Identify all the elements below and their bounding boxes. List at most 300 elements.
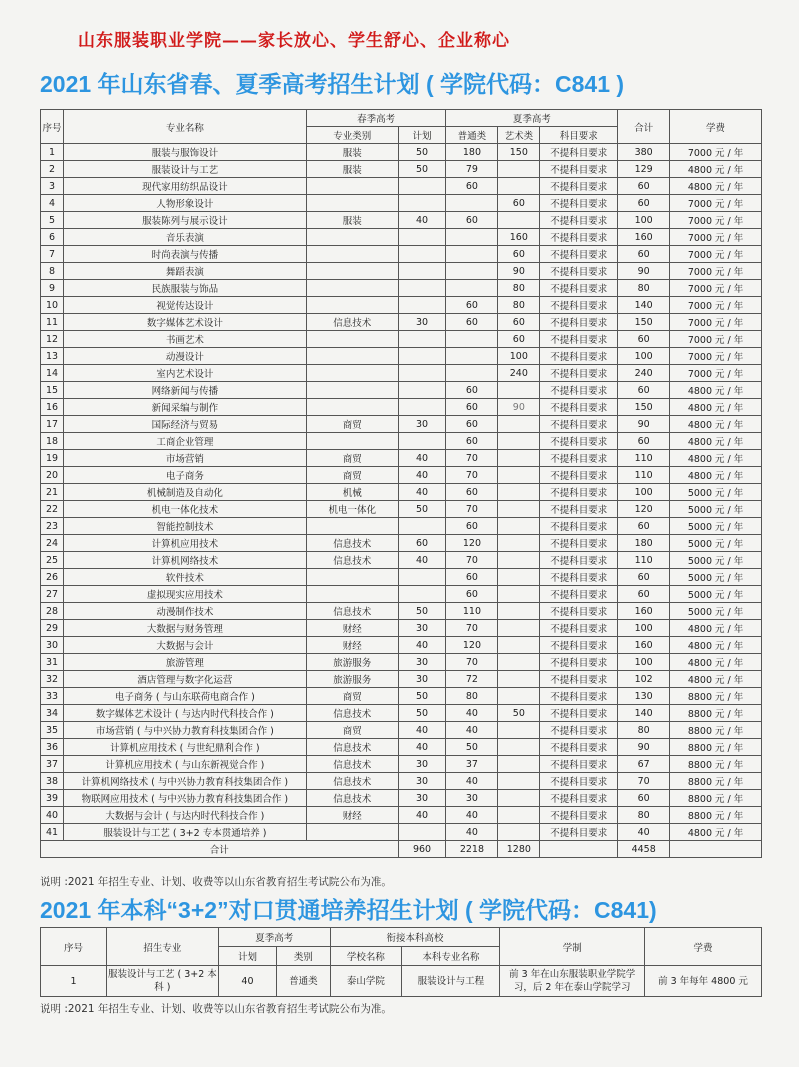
cell-seq: 21 <box>41 484 64 501</box>
cell-art <box>498 535 540 552</box>
table-row <box>41 229 762 246</box>
bk-table-row <box>41 966 762 997</box>
cell-spring-plan: 40 <box>398 739 446 756</box>
cell-subject: 不提科目要求 <box>540 790 618 807</box>
cell-seq: 31 <box>41 654 64 671</box>
cell-major: 服装与服饰设计 <box>63 144 306 161</box>
cell-general: 70 <box>446 450 498 467</box>
cell-category: 财经 <box>306 637 398 654</box>
cell-fee: 5000 元 / 年 <box>670 501 762 518</box>
cell-spring-plan <box>398 518 446 535</box>
bk-cell-undergrad-major: 服装设计与工程 <box>402 966 500 997</box>
cell-total: 120 <box>618 501 670 518</box>
cell-art <box>498 739 540 756</box>
cell-total: 160 <box>618 637 670 654</box>
cell-general: 30 <box>446 790 498 807</box>
cell-general <box>446 229 498 246</box>
cell-subject: 不提科目要求 <box>540 501 618 518</box>
cell-general <box>446 246 498 263</box>
cell-general: 60 <box>446 416 498 433</box>
cell-subject: 不提科目要求 <box>540 637 618 654</box>
cell-subject: 不提科目要求 <box>540 314 618 331</box>
cell-spring-plan <box>398 178 446 195</box>
cell-fee: 5000 元 / 年 <box>670 569 762 586</box>
cell-subject: 不提科目要求 <box>540 467 618 484</box>
cell-subject: 不提科目要求 <box>540 348 618 365</box>
cell-seq: 29 <box>41 620 64 637</box>
cell-total: 60 <box>618 178 670 195</box>
cell-total: 160 <box>618 603 670 620</box>
cell-fee: 4800 元 / 年 <box>670 450 762 467</box>
cell-art <box>498 637 540 654</box>
cell-category <box>306 229 398 246</box>
cell-general <box>446 263 498 280</box>
cell-category: 服装 <box>306 212 398 229</box>
cell-major: 人物形象设计 <box>63 195 306 212</box>
cell-art <box>498 484 540 501</box>
cell-art: 100 <box>498 348 540 365</box>
cell-major: 计算机网络技术 ( 与中兴协力教育科技集团合作 ) <box>63 773 306 790</box>
cell-fee: 5000 元 / 年 <box>670 535 762 552</box>
cell-general: 120 <box>446 535 498 552</box>
cell-category <box>306 297 398 314</box>
cell-category: 信息技术 <box>306 739 398 756</box>
cell-total: 60 <box>618 569 670 586</box>
cell-general: 60 <box>446 382 498 399</box>
table-row <box>41 688 762 705</box>
cell-spring-plan: 30 <box>398 756 446 773</box>
cell-seq: 17 <box>41 416 64 433</box>
cell-art: 90 <box>498 399 540 416</box>
bk-header-link-school: 衔接本科高校 <box>330 928 500 947</box>
bk-header-plan: 计划 <box>218 947 276 966</box>
cell-spring-plan: 40 <box>398 484 446 501</box>
cell-seq: 24 <box>41 535 64 552</box>
cell-total: 80 <box>618 722 670 739</box>
cell-seq: 35 <box>41 722 64 739</box>
cell-subject: 不提科目要求 <box>540 688 618 705</box>
cell-art: 80 <box>498 280 540 297</box>
cell-seq: 30 <box>41 637 64 654</box>
cell-subject: 不提科目要求 <box>540 246 618 263</box>
cell-major: 大数据与会计 ( 与达内时代科技合作 ) <box>63 807 306 824</box>
cell-general: 60 <box>446 178 498 195</box>
cell-seq: 9 <box>41 280 64 297</box>
cell-fee: 7000 元 / 年 <box>670 365 762 382</box>
cell-major: 数字媒体艺术设计 ( 与达内时代科技合作 ) <box>63 705 306 722</box>
cell-major: 物联网应用技术 ( 与中兴协力教育科技集团合作 ) <box>63 790 306 807</box>
table-row <box>41 518 762 535</box>
cell-subject: 不提科目要求 <box>540 280 618 297</box>
cell-major: 大数据与财务管理 <box>63 620 306 637</box>
cell-subject: 不提科目要求 <box>540 263 618 280</box>
cell-category <box>306 263 398 280</box>
table-row <box>41 552 762 569</box>
cell-subject: 不提科目要求 <box>540 824 618 841</box>
cell-fee: 8800 元 / 年 <box>670 722 762 739</box>
cell-total: 160 <box>618 229 670 246</box>
cell-total: 129 <box>618 161 670 178</box>
total-art: 1280 <box>498 841 540 858</box>
cell-major: 旅游管理 <box>63 654 306 671</box>
cell-general: 40 <box>446 807 498 824</box>
cell-category <box>306 331 398 348</box>
cell-art: 150 <box>498 144 540 161</box>
cell-general: 40 <box>446 824 498 841</box>
cell-spring-plan <box>398 365 446 382</box>
cell-spring-plan <box>398 229 446 246</box>
cell-general <box>446 365 498 382</box>
cell-category: 信息技术 <box>306 535 398 552</box>
cell-category <box>306 178 398 195</box>
cell-total: 80 <box>618 807 670 824</box>
cell-art <box>498 416 540 433</box>
table-row <box>41 773 762 790</box>
cell-major: 酒店管理与数字化运营 <box>63 671 306 688</box>
cell-subject: 不提科目要求 <box>540 416 618 433</box>
cell-general: 60 <box>446 518 498 535</box>
table-row <box>41 467 762 484</box>
cell-category: 信息技术 <box>306 314 398 331</box>
cell-subject: 不提科目要求 <box>540 518 618 535</box>
cell-total: 180 <box>618 535 670 552</box>
cell-seq: 36 <box>41 739 64 756</box>
cell-subject: 不提科目要求 <box>540 399 618 416</box>
cell-category: 信息技术 <box>306 790 398 807</box>
cell-fee: 7000 元 / 年 <box>670 280 762 297</box>
cell-art <box>498 552 540 569</box>
cell-spring-plan: 40 <box>398 212 446 229</box>
cell-fee: 4800 元 / 年 <box>670 620 762 637</box>
table-row <box>41 144 762 161</box>
cell-total: 60 <box>618 518 670 535</box>
cell-spring-plan: 30 <box>398 773 446 790</box>
cell-spring-plan: 50 <box>398 603 446 620</box>
cell-fee: 4800 元 / 年 <box>670 178 762 195</box>
cell-total: 100 <box>618 348 670 365</box>
cell-general: 110 <box>446 603 498 620</box>
cell-seq: 41 <box>41 824 64 841</box>
bk-header-major: 招生专业 <box>106 928 218 966</box>
cell-category <box>306 586 398 603</box>
cell-category <box>306 348 398 365</box>
cell-major: 计算机应用技术 <box>63 535 306 552</box>
cell-total: 380 <box>618 144 670 161</box>
table-row <box>41 246 762 263</box>
table-row <box>41 501 762 518</box>
cell-total: 100 <box>618 212 670 229</box>
cell-general: 60 <box>446 314 498 331</box>
cell-fee: 4800 元 / 年 <box>670 416 762 433</box>
cell-category <box>306 518 398 535</box>
cell-major: 机电一体化技术 <box>63 501 306 518</box>
cell-seq: 10 <box>41 297 64 314</box>
cell-subject: 不提科目要求 <box>540 705 618 722</box>
cell-spring-plan: 30 <box>398 654 446 671</box>
admission-plan-table <box>40 109 762 858</box>
cell-major: 数字媒体艺术设计 <box>63 314 306 331</box>
cell-total: 67 <box>618 756 670 773</box>
cell-category: 信息技术 <box>306 756 398 773</box>
cell-major: 计算机应用技术 ( 与山东新视觉合作 ) <box>63 756 306 773</box>
cell-total: 110 <box>618 450 670 467</box>
cell-fee: 7000 元 / 年 <box>670 229 762 246</box>
cell-general: 37 <box>446 756 498 773</box>
table-row <box>41 416 762 433</box>
cell-category <box>306 195 398 212</box>
cell-category: 服装 <box>306 144 398 161</box>
cell-general: 40 <box>446 722 498 739</box>
cell-category: 商贸 <box>306 450 398 467</box>
bk-cell-seq: 1 <box>41 966 107 997</box>
cell-spring-plan: 40 <box>398 450 446 467</box>
table-row <box>41 382 762 399</box>
cell-category: 商贸 <box>306 416 398 433</box>
cell-general: 80 <box>446 688 498 705</box>
cell-fee: 4800 元 / 年 <box>670 637 762 654</box>
cell-seq: 4 <box>41 195 64 212</box>
cell-art <box>498 212 540 229</box>
cell-general <box>446 331 498 348</box>
cell-general: 60 <box>446 569 498 586</box>
cell-spring-plan <box>398 331 446 348</box>
cell-seq: 34 <box>41 705 64 722</box>
header-seq: 序号 <box>41 110 64 144</box>
cell-general: 40 <box>446 773 498 790</box>
cell-seq: 3 <box>41 178 64 195</box>
cell-major: 时尚表演与传播 <box>63 246 306 263</box>
cell-category: 商贸 <box>306 688 398 705</box>
cell-major: 网络新闻与传播 <box>63 382 306 399</box>
table-row <box>41 671 762 688</box>
header-total: 合计 <box>618 110 670 144</box>
cell-subject: 不提科目要求 <box>540 212 618 229</box>
table-row <box>41 722 762 739</box>
cell-major: 机械制造及自动化 <box>63 484 306 501</box>
cell-fee: 5000 元 / 年 <box>670 552 762 569</box>
cell-seq: 33 <box>41 688 64 705</box>
header-fee: 学费 <box>670 110 762 144</box>
cell-fee: 4800 元 / 年 <box>670 467 762 484</box>
bk-cell-school-name: 泰山学院 <box>330 966 402 997</box>
cell-spring-plan: 50 <box>398 705 446 722</box>
cell-fee: 4800 元 / 年 <box>670 824 762 841</box>
table-row <box>41 314 762 331</box>
cell-art <box>498 603 540 620</box>
cell-total: 60 <box>618 790 670 807</box>
cell-spring-plan: 40 <box>398 637 446 654</box>
bk-header-fee: 学费 <box>644 928 761 966</box>
cell-major: 智能控制技术 <box>63 518 306 535</box>
cell-subject: 不提科目要求 <box>540 382 618 399</box>
cell-art <box>498 722 540 739</box>
cell-subject: 不提科目要求 <box>540 144 618 161</box>
table-row <box>41 178 762 195</box>
cell-seq: 2 <box>41 161 64 178</box>
cell-seq: 15 <box>41 382 64 399</box>
cell-total: 140 <box>618 297 670 314</box>
cell-total: 60 <box>618 433 670 450</box>
cell-category: 财经 <box>306 620 398 637</box>
total-row <box>41 841 762 858</box>
cell-general <box>446 195 498 212</box>
cell-seq: 28 <box>41 603 64 620</box>
cell-spring-plan <box>398 586 446 603</box>
total-label: 合计 <box>41 841 399 858</box>
cell-major: 现代家用纺织品设计 <box>63 178 306 195</box>
cell-total: 150 <box>618 314 670 331</box>
cell-general: 70 <box>446 552 498 569</box>
cell-seq: 23 <box>41 518 64 535</box>
cell-major: 工商企业管理 <box>63 433 306 450</box>
header-summer: 夏季高考 <box>446 110 618 127</box>
cell-category: 服装 <box>306 161 398 178</box>
cell-spring-plan: 30 <box>398 790 446 807</box>
cell-fee: 7000 元 / 年 <box>670 263 762 280</box>
cell-fee: 7000 元 / 年 <box>670 144 762 161</box>
cell-spring-plan <box>398 382 446 399</box>
cell-subject: 不提科目要求 <box>540 739 618 756</box>
cell-total: 60 <box>618 246 670 263</box>
cell-spring-plan <box>398 280 446 297</box>
cell-subject: 不提科目要求 <box>540 331 618 348</box>
cell-spring-plan: 40 <box>398 467 446 484</box>
cell-general: 70 <box>446 620 498 637</box>
cell-subject: 不提科目要求 <box>540 552 618 569</box>
cell-major: 新闻采编与制作 <box>63 399 306 416</box>
cell-major: 动漫设计 <box>63 348 306 365</box>
cell-fee: 4800 元 / 年 <box>670 671 762 688</box>
cell-total: 60 <box>618 586 670 603</box>
cell-major: 计算机网络技术 <box>63 552 306 569</box>
table-row <box>41 603 762 620</box>
bk-cell-plan: 40 <box>218 966 276 997</box>
cell-fee: 8800 元 / 年 <box>670 773 762 790</box>
table-row <box>41 807 762 824</box>
cell-general <box>446 348 498 365</box>
bk-header-seq: 序号 <box>41 928 107 966</box>
cell-subject: 不提科目要求 <box>540 297 618 314</box>
header-general: 普通类 <box>446 127 498 144</box>
cell-art: 60 <box>498 246 540 263</box>
cell-art <box>498 433 540 450</box>
cell-subject: 不提科目要求 <box>540 620 618 637</box>
cell-art: 60 <box>498 331 540 348</box>
cell-fee: 4800 元 / 年 <box>670 382 762 399</box>
cell-seq: 27 <box>41 586 64 603</box>
cell-art <box>498 790 540 807</box>
cell-fee: 5000 元 / 年 <box>670 484 762 501</box>
cell-spring-plan: 50 <box>398 161 446 178</box>
cell-seq: 18 <box>41 433 64 450</box>
cell-total: 80 <box>618 280 670 297</box>
cell-subject: 不提科目要求 <box>540 722 618 739</box>
cell-fee: 5000 元 / 年 <box>670 518 762 535</box>
cell-spring-plan: 40 <box>398 807 446 824</box>
cell-subject: 不提科目要求 <box>540 178 618 195</box>
bachelor-plan-table <box>40 927 762 997</box>
cell-major: 电子商务 <box>63 467 306 484</box>
cell-category <box>306 399 398 416</box>
bachelor-plan-title: 2021 年本科“3+2”对口贯通培养招生计划 ( 学院代码：C841) <box>40 897 657 923</box>
cell-general: 70 <box>446 501 498 518</box>
cell-art <box>498 671 540 688</box>
table-row <box>41 297 762 314</box>
cell-seq: 19 <box>41 450 64 467</box>
cell-seq: 32 <box>41 671 64 688</box>
bk-cell-system: 前 3 年在山东服装职业学院学习，后 2 年在泰山学院学习 <box>500 966 645 997</box>
bk-header-category: 类别 <box>277 947 331 966</box>
cell-category: 机械 <box>306 484 398 501</box>
table-row <box>41 586 762 603</box>
cell-fee: 8800 元 / 年 <box>670 790 762 807</box>
cell-general: 60 <box>446 297 498 314</box>
cell-art <box>498 756 540 773</box>
cell-spring-plan <box>398 195 446 212</box>
cell-major: 动漫制作技术 <box>63 603 306 620</box>
cell-art <box>498 824 540 841</box>
cell-spring-plan: 50 <box>398 501 446 518</box>
table-row <box>41 399 762 416</box>
cell-art <box>498 586 540 603</box>
cell-spring-plan: 50 <box>398 688 446 705</box>
cell-general: 40 <box>446 705 498 722</box>
header-category: 专业类别 <box>306 127 398 144</box>
cell-major: 书画艺术 <box>63 331 306 348</box>
total-spring-plan: 960 <box>398 841 446 858</box>
cell-subject: 不提科目要求 <box>540 450 618 467</box>
cell-category <box>306 382 398 399</box>
cell-major: 服装陈列与展示设计 <box>63 212 306 229</box>
cell-seq: 37 <box>41 756 64 773</box>
cell-art: 80 <box>498 297 540 314</box>
cell-spring-plan: 30 <box>398 620 446 637</box>
cell-category <box>306 280 398 297</box>
cell-general: 60 <box>446 484 498 501</box>
cell-fee: 7000 元 / 年 <box>670 331 762 348</box>
cell-seq: 8 <box>41 263 64 280</box>
cell-spring-plan: 40 <box>398 552 446 569</box>
cell-spring-plan <box>398 246 446 263</box>
cell-art <box>498 518 540 535</box>
cell-category: 商贸 <box>306 467 398 484</box>
cell-spring-plan <box>398 348 446 365</box>
table-row <box>41 535 762 552</box>
cell-major: 软件技术 <box>63 569 306 586</box>
total-fee <box>670 841 762 858</box>
cell-subject: 不提科目要求 <box>540 484 618 501</box>
cell-art <box>498 688 540 705</box>
cell-fee: 7000 元 / 年 <box>670 314 762 331</box>
cell-category <box>306 433 398 450</box>
cell-spring-plan: 50 <box>398 144 446 161</box>
cell-general: 120 <box>446 637 498 654</box>
cell-subject: 不提科目要求 <box>540 433 618 450</box>
cell-subject: 不提科目要求 <box>540 671 618 688</box>
cell-general: 50 <box>446 739 498 756</box>
cell-spring-plan: 30 <box>398 314 446 331</box>
cell-art <box>498 161 540 178</box>
cell-art <box>498 654 540 671</box>
cell-fee: 7000 元 / 年 <box>670 195 762 212</box>
cell-fee: 4800 元 / 年 <box>670 161 762 178</box>
cell-general: 60 <box>446 433 498 450</box>
header-subject: 科目要求 <box>540 127 618 144</box>
cell-category: 财经 <box>306 807 398 824</box>
bk-header-school-name: 学校名称 <box>330 947 402 966</box>
cell-category: 信息技术 <box>306 603 398 620</box>
table-row <box>41 212 762 229</box>
